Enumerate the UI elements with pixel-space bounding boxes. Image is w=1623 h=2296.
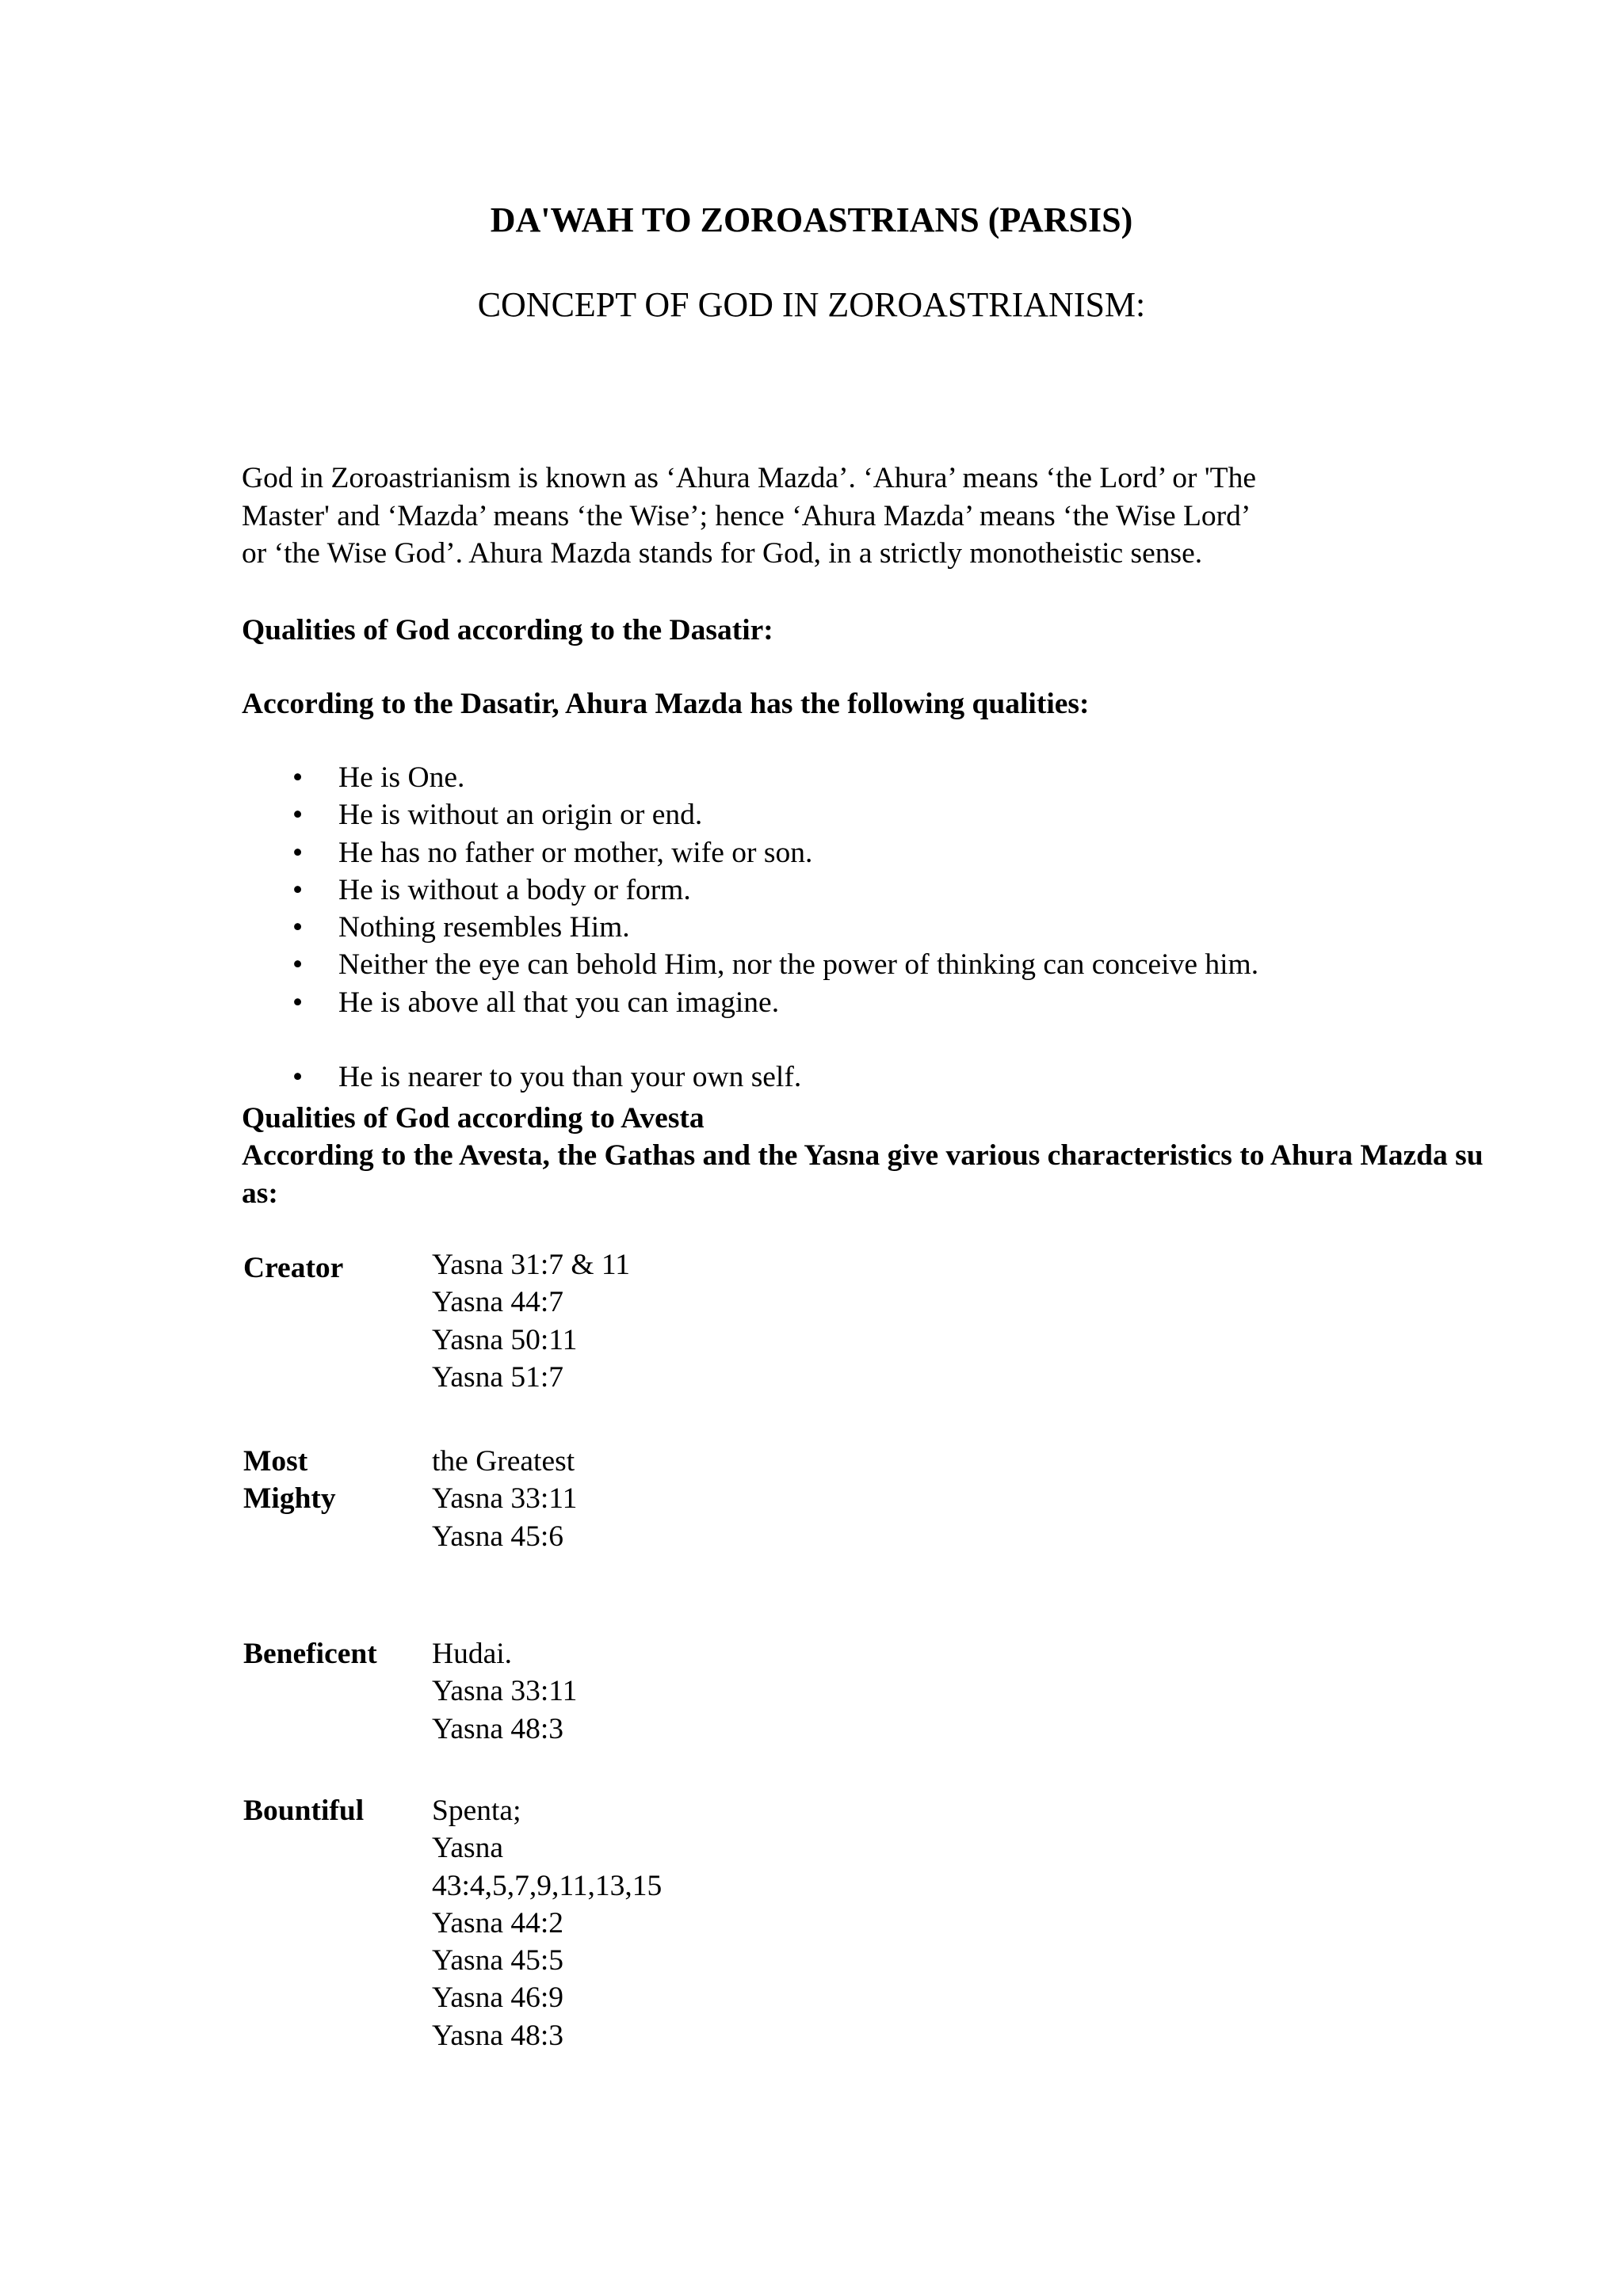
bullet-icon: •	[292, 948, 304, 982]
list-item	[242, 759, 1258, 796]
reference-line: Yasna 31:7 & 11	[432, 1249, 631, 1281]
list-item	[242, 871, 1258, 909]
bullet-icon: •	[292, 986, 304, 1019]
avesta-intro	[242, 1137, 1484, 1212]
list-item	[242, 946, 1258, 983]
reference-line: Yasna 51:7	[432, 1360, 564, 1394]
list-item	[242, 984, 1258, 1021]
list-item	[242, 909, 1258, 946]
document-title: DA'WAH TO ZOROASTRIANS (PARSIS)	[490, 200, 1133, 239]
list-item	[242, 796, 1258, 833]
quality-label-line: Beneficent	[243, 1638, 377, 1670]
list-item-text: He is above all that you can imagine.	[338, 986, 780, 1019]
reference-line: Yasna 45:6	[432, 1520, 564, 1553]
bullet-icon: •	[292, 911, 304, 944]
reference-line: Yasna 48:3	[432, 2019, 564, 2052]
list-item	[242, 834, 1258, 871]
reference-line: Hudai.	[432, 1638, 513, 1670]
quality-references	[432, 1792, 662, 2054]
reference-line: Yasna	[432, 1832, 503, 1865]
reference-line: Yasna 33:11	[432, 1482, 578, 1516]
reference-line: Yasna 33:11	[432, 1675, 578, 1708]
intro-line: God in Zoroastrianism is known as ‘Ahura Mazda’. ‘Ahura’ means ‘the Lord’ or 'The	[242, 462, 1256, 494]
quality-label	[243, 1635, 426, 1672]
intro-paragraph	[242, 460, 1399, 573]
quality-references	[432, 1635, 577, 1748]
document-subtitle: CONCEPT OF GOD IN ZOROASTRIANISM:	[477, 285, 1146, 324]
quality-label-line: Creator	[243, 1252, 344, 1284]
list-item	[242, 1058, 1258, 1096]
bullet-icon: •	[292, 1061, 304, 1094]
quality-references	[432, 1246, 630, 1396]
quality-label-line: Bountiful	[243, 1794, 365, 1827]
dasatir-heading: Qualities of God according to the Dasatir:	[242, 614, 773, 646]
reference-line: 43:4,5,7,9,11,13,15	[432, 1869, 663, 1902]
reference-line: Yasna 44:7	[432, 1286, 564, 1319]
quality-references	[432, 1443, 577, 1555]
list-item-text: Nothing resembles Him.	[338, 911, 630, 944]
bullet-icon: •	[292, 761, 304, 794]
quality-label	[243, 1443, 426, 1518]
quality-label	[243, 1792, 426, 1829]
reference-line: Yasna 46:9	[432, 1981, 564, 2015]
list-item-text: He is without an origin or end.	[338, 799, 703, 832]
bullet-icon: •	[292, 836, 304, 869]
avesta-intro-line: According to the Avesta, the Gathas and the Yasna give various characteristics to Ahura Mazda su	[242, 1139, 1484, 1172]
dasatir-qualities-list	[242, 759, 1258, 1096]
avesta-intro-line: as:	[242, 1177, 278, 1210]
quality-label	[243, 1249, 426, 1287]
intro-line: Master' and ‘Mazda’ means ‘the Wise’; hence ‘Ahura Mazda’ means ‘the Wise Lord’	[242, 499, 1251, 532]
list-item-text: He has no father or mother, wife or son.	[338, 836, 813, 869]
reference-line: Yasna 48:3	[432, 1712, 564, 1745]
list-item-text: Neither the eye can behold Him, nor the power of thinking can conceive him.	[338, 948, 1259, 982]
reference-line: Spenta;	[432, 1794, 521, 1827]
reference-line: Yasna 44:2	[432, 1906, 564, 1939]
intro-line: or ‘the Wise God’. Ahura Mazda stands for God, in a strictly monotheistic sense.	[242, 537, 1203, 570]
avesta-heading: Qualities of God according to Avesta	[242, 1102, 705, 1135]
list-item-text: He is One.	[338, 761, 465, 794]
reference-line: Yasna 45:5	[432, 1944, 564, 1978]
quality-label-line: Mighty	[243, 1482, 336, 1516]
list-item-text: He is without a body or form.	[338, 873, 691, 906]
dasatir-intro: According to the Dasatir, Ahura Mazda has the following qualities:	[242, 688, 1090, 720]
quality-label-line: Most	[243, 1445, 308, 1478]
list-item-text: He is nearer to you than your own self.	[338, 1061, 802, 1094]
bullet-icon: •	[292, 799, 304, 832]
reference-line: the Greatest	[432, 1445, 575, 1478]
reference-line: Yasna 50:11	[432, 1323, 578, 1356]
bullet-icon: •	[292, 873, 304, 906]
